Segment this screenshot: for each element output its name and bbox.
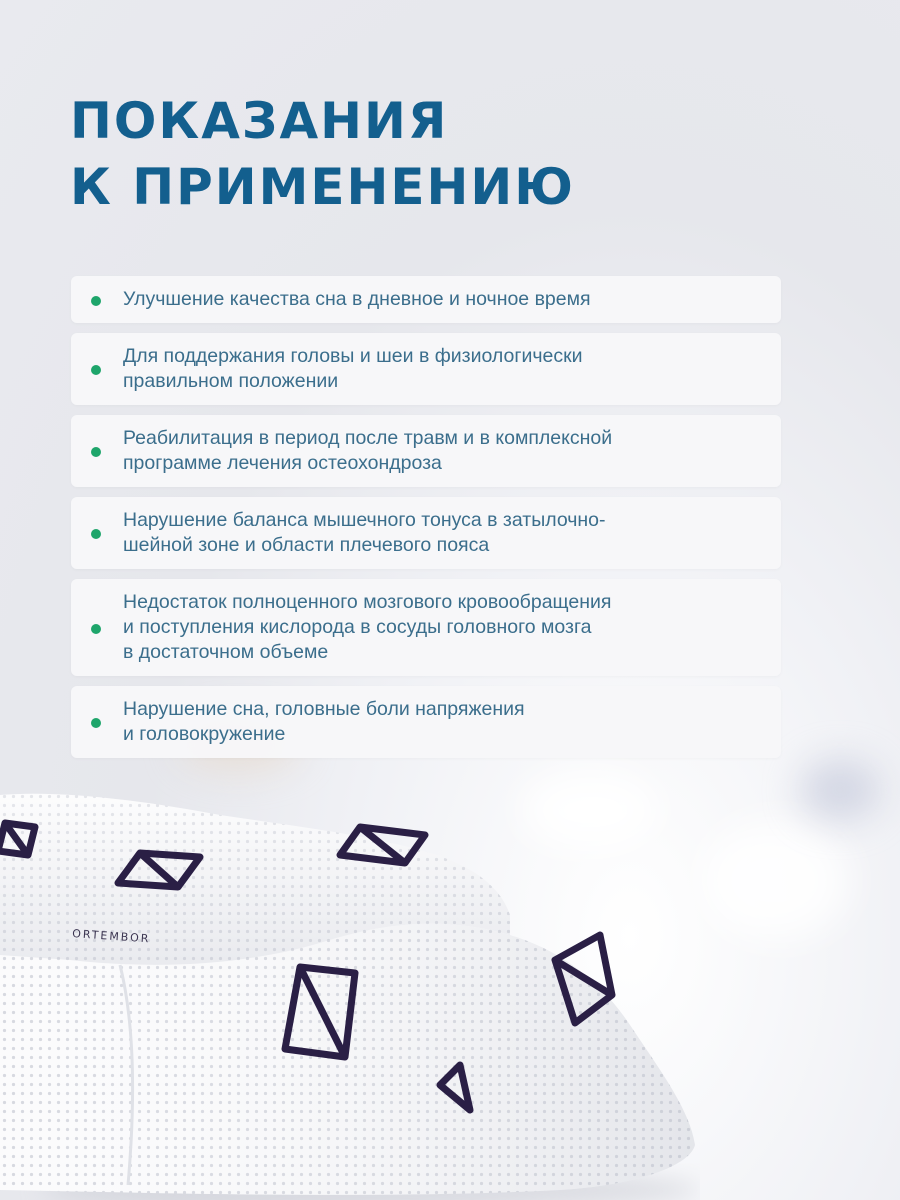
list-item-text: Нарушение баланса мышечного тонуса в затылочно- шейной зоне и области плечевого пояса [123,509,606,556]
list-item [71,276,781,323]
bullet-icon [91,718,101,728]
bokeh-blue [800,760,880,820]
list-item-text: Недостаток полноценного мозгового кровообращения и поступления кислорода в сосуды головного мозга в достаточном объеме [123,591,612,663]
bullet-icon [91,365,101,375]
list-item [71,333,781,405]
list-item [71,579,781,676]
bullet-icon [91,529,101,539]
list-item [71,497,781,569]
indications-list [71,276,781,768]
bullet-icon [91,296,101,306]
bokeh-light [700,820,850,940]
list-item-text: Улучшение качества сна в дневное и ночное время [123,288,591,310]
list-item [71,686,781,758]
bullet-icon [91,447,101,457]
list-item-text: Реабилитация в период после травм и в комплексной программе лечения остеохондроза [123,427,613,474]
list-item-text: Нарушение сна, головные боли напряжения и головокружение [123,698,525,745]
page-title [70,88,575,220]
title-line-2: К ПРИМЕНЕНИЮ [70,158,575,216]
pillow-image [0,765,700,1200]
list-item [71,415,781,487]
title-line-1: ПОКАЗАНИЯ [70,92,449,150]
list-item-text: Для поддержания головы и шеи в физиологически правильном положении [123,345,583,392]
bullet-icon [91,624,101,634]
pillow-brand: ORTEMBOR [71,927,151,946]
